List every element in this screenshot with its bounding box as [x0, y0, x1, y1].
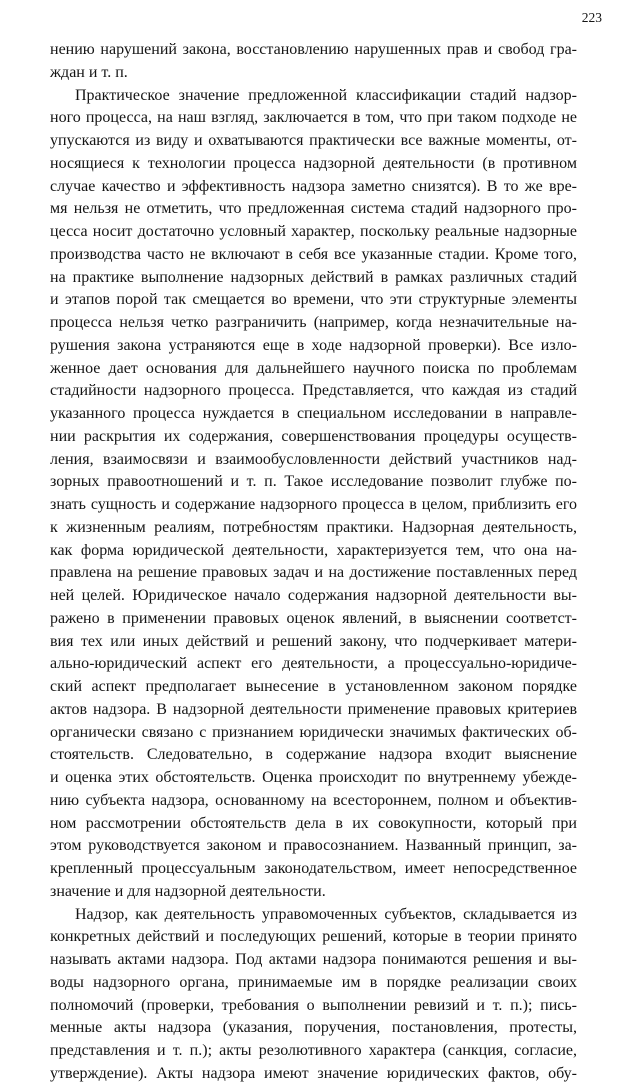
text-line: процесса нельзя четко разграничить (например, когда незначительные на- — [50, 314, 577, 331]
text-line: значение и для надзорной деятельности. — [50, 882, 326, 900]
text-line: вия тех или иных действий и решений закону, что подчеркивает матери- — [50, 632, 577, 650]
paragraph — [50, 904, 577, 1086]
text-line: утверждение). Акты надзора имеют значение юридических фактов, обу- — [50, 1064, 577, 1082]
text-line: случае качество и эффективность надзора заметно снизятся). В то же вре- — [50, 177, 577, 195]
text-line: мя нельзя не отметить, что предложенная система стадий надзорного про- — [50, 200, 577, 218]
text-line: упускаются из виду и охватываются практически все важные моменты, от- — [50, 132, 577, 149]
paragraph — [50, 85, 577, 904]
text-line: конкретных действий и последующих решений, которые в теории принято — [50, 928, 577, 946]
text-line: цесса носит достаточно условный характер, поскольку реальные надзорные — [50, 223, 577, 240]
text-line: стадийности надзорного процесса. Представляется, что каждая из стадий — [50, 382, 577, 400]
text-line: рушения закона устраняются еще в ходе надзорной проверки). Все изло- — [50, 336, 577, 354]
text-line: актов надзора. В надзорной деятельности применение правовых критериев — [50, 700, 577, 718]
text-line: ного процесса, на наш взгляд, заключается в том, что при таком подходе не — [50, 109, 577, 127]
text-line: стоятельств. Следовательно, в содержание надзора входит выяснение — [50, 746, 577, 764]
page-number: 223 — [581, 10, 602, 25]
text-line: как форма юридической деятельности, характеризуется тем, что она на- — [50, 541, 577, 559]
text-line: носящиеся к технологии процесса надзорной деятельности (в противном — [50, 154, 577, 172]
text-line: Надзор, как деятельность управомоченных субъектов, складывается из — [75, 905, 577, 923]
text-line: представления и т. п.); акты резолютивного характера (санкция, согласие, — [50, 1042, 577, 1059]
text-line: ально-юридический аспект его деятельности, а процессуально-юридиче- — [50, 655, 577, 673]
text-line: менные акты надзора (указания, поручения, постановления, протесты, — [50, 1019, 577, 1037]
text-line: производства часто не включают в себя все указанные стадии. Кроме того, — [50, 245, 577, 263]
text-line: указанного процесса нуждается в специальном исследовании в направле- — [50, 405, 577, 422]
text-line: знать сущность и содержание надзорного процесса в целом, приблизить его — [50, 496, 577, 513]
text-line: ления, взаимосвязи и взаимообусловленности действий участников над- — [50, 450, 577, 468]
text-line: Практическое значение предложенной классификации стадий надзор- — [75, 86, 577, 104]
text-line: воды надзорного органа, принимаемые им в порядке реализации своих — [50, 973, 577, 991]
text-line: правлена на решение правовых задач и на достижение поставленных перед — [50, 564, 577, 582]
page-body-text — [50, 39, 577, 1086]
text-line: на практике выполнение надзорных действий в рамках различных стадий — [50, 268, 577, 286]
paragraph — [50, 39, 577, 85]
text-line: и оценка этих обстоятельств. Оценка происходит по внутреннему убежде- — [50, 769, 577, 786]
text-line: нению нарушений закона, восстановлению нарушенных прав и свобод гра- — [50, 41, 577, 58]
text-line: органически связано с признанием юридически значимых фактических об- — [50, 723, 577, 741]
text-line: ней целей. Юридическое начало содержания надзорной деятельности вы- — [50, 587, 577, 604]
text-line: женное дает основания для дальнейшего научного поиска по проблемам — [50, 359, 577, 377]
text-line: зорных правоотношений и т. п. Такое исследование позволит глубже по- — [50, 473, 577, 491]
text-line: и этапов порой так смещается во времени, что эти структурные элементы — [50, 291, 577, 309]
text-line: ражено в применении правовых оценок явлений, в выяснении соответст- — [50, 609, 577, 627]
text-line: ном рассмотрении обстоятельств дела в их совокупности, который при — [50, 814, 577, 832]
text-line: ждан и т. п. — [50, 63, 128, 81]
text-line: полномочий (проверки, требования о выполнении ревизий и т. п.); пись- — [50, 996, 577, 1014]
text-line: называть актами надзора. Под актами надзора понимаются решения и вы- — [50, 951, 577, 968]
text-line: к жизненным реалиям, потребностям практики. Надзорная деятельность, — [50, 518, 577, 536]
text-line: нии раскрытия их содержания, совершенствования процедуры осуществ- — [50, 427, 577, 445]
text-line: крепленный процессуальным законодательством, имеет непосредственное — [50, 860, 577, 877]
text-line: нию субъекта надзора, основанному на всестороннем, полном и объектив- — [50, 791, 577, 809]
text-line: этом руководствуется законом и правосознанием. Названный принцип, за- — [50, 837, 577, 855]
text-line: ский аспект предполагает вынесение в установленном законом порядке — [50, 678, 577, 695]
